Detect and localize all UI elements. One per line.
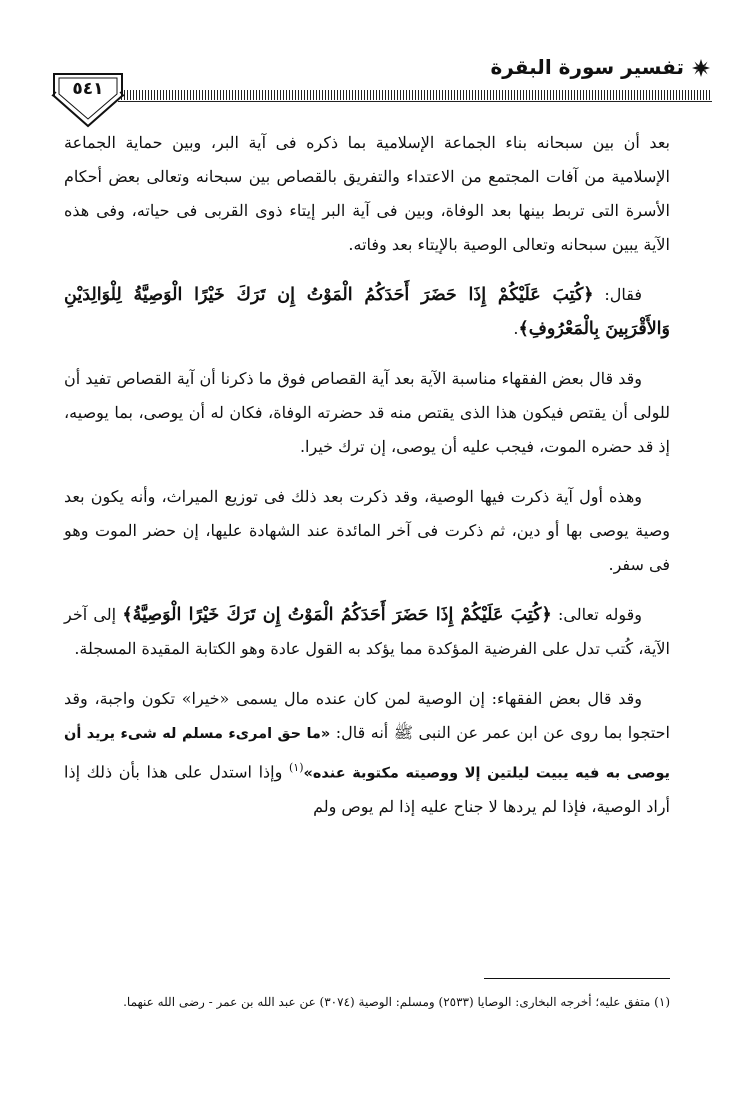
paragraph-hadith (64, 682, 670, 824)
paragraph: بعد أن بين سبحانه بناء الجماعة الإسلامية بما ذكره فى آية البر، وبين حماية الجماعة الإسلامية من آفات المجتمع من الاعتداء والتفريق بالقصاص بين سبحانه وتعالى بعض أحكام الأسرة التى تربط بينها بعد الوفاة، وبين فى آية البر إيتاء ذوى القربى فى حياته، وفى هذه الآية يبين سبحانه وتعالى الوصية بالإيتاء بعد وفاته. (64, 133, 670, 254)
footnote: (١) متفق عليه؛ أخرجه البخارى: الوصايا (٢٥٣٣) ومسلم: الوصية (٣٠٧٤) عن عبد الله بن عمر - رضى الله عنهما. (123, 995, 670, 1009)
quran-verse: ﴿كُتِبَ عَلَيْكُمْ إِذَا حَضَرَ أَحَدَكُمُ الْمَوْتُ إِن تَرَكَ خَيْرًا الْوَصِيَّةُ﴾ (122, 605, 552, 625)
page-number-badge (50, 68, 126, 130)
header-rule-line (118, 101, 712, 102)
commentary-text: إلى آخر الآية، كُتب تدل على الفرضية المؤكدة مما يؤكد به القول عادة وهو الكتابة المقيدة المسجلة. (64, 605, 670, 658)
footnote-reference: (١) (288, 761, 304, 774)
paragraph: وهذه أول آية ذكرت فيها الوصية، وقد ذكرت بعد ذلك فى توزيع الميراث، وأنه يكون بعد وصية يوصى بها أو دين، ثم ذكرت فى آخر المائدة عند الشهادة عليها، إن حضر الموت وهو فى سفر. (64, 487, 670, 574)
page-number: ٥٤١ (72, 79, 104, 99)
hadith-quote: «ما حق امرىء مسلم له شىء يريد أن يوصى به فيه يبيت ليلتين إلا ووصيته مكتوبة عنده» (64, 726, 670, 782)
footnote-divider (484, 978, 670, 979)
flower-ornament-icon (690, 58, 712, 78)
body-text (64, 126, 670, 840)
lead-text: فقال: (604, 285, 642, 304)
lead-text: وقوله تعالى: (558, 605, 642, 624)
commentary-text: وقد قال بعض الفقهاء: إن الوصية لمن كان عنده مال يسمى «خيرا» تكون واجبة، وقد احتجوا بما روى عن ابن عمر عن النبى ﷺ أنه قال: (64, 689, 671, 742)
commentary-text: وإذا استدل على هذا بأن ذلك إذا أراد الوصية، فإذا لم يردها لا جناح عليه إذا لم يوص ولم (64, 762, 670, 817)
paragraph-verse-intro (64, 278, 670, 346)
header-rule (118, 90, 712, 100)
running-title: تفسير سورة البقرة (490, 55, 684, 79)
quran-verse: ﴿كُتِبَ عَلَيْكُمْ إِذَا حَضَرَ أَحَدَكُمُ الْمَوْتُ إِن تَرَكَ خَيْرًا الْوَصِيَّةُ لِلْوَالِدَيْنِ وَالأَقْرَبِينَ بِالْمَعْرُوفِ﴾ (64, 285, 670, 339)
page-header (0, 0, 736, 130)
paragraph-verse-commentary (64, 598, 670, 666)
paragraph: وقد قال بعض الفقهاء مناسبة الآية بعد آية القصاص فوق ما ذكرنا أن آية القصاص تفيد أن للولى أن يقتص فيكون هذا الذى يقتص منه قد حضرته الوفاة، فكان له أن يوصى، بما يوصيه، إذ قد حضره الموت، فيجب عليه أن يوصى، إن ترك خيرا. (64, 369, 670, 456)
sentence-end: . (513, 319, 519, 338)
